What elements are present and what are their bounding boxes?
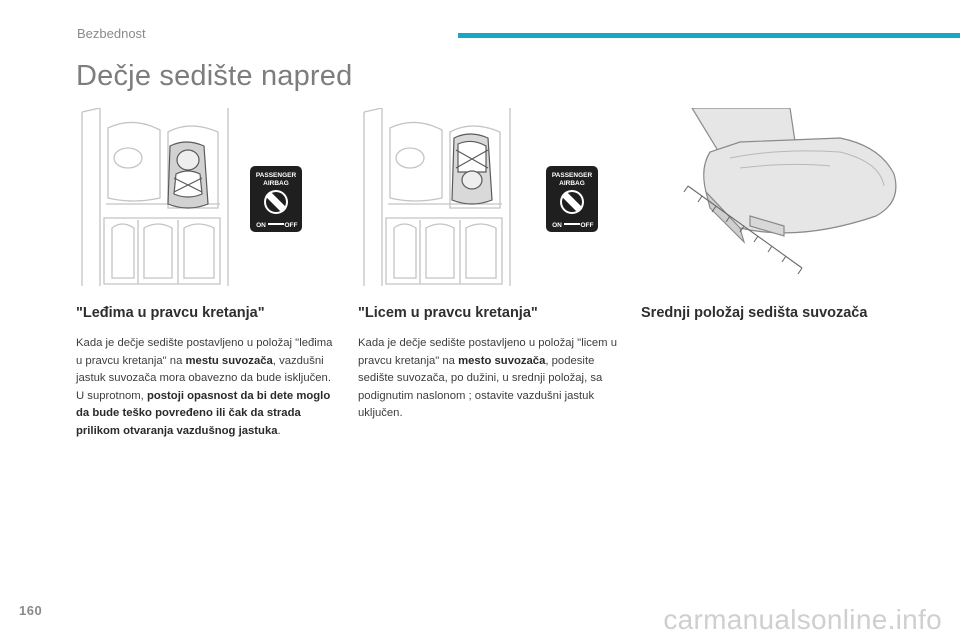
seat-position-section [641,305,906,335]
forward-facing-text: Kada je dečje sedište postavljeno u položaj "licem u pravcu kretanja" na mesto suvozača, podesite sedište suvozača, po dužini, u srednji položaj, sa podignutim naslonom ; ostavite vazdušni jastuk uključen. [358,337,617,420]
forward-facing-heading: "Licem u pravcu kretanja" [358,305,538,321]
forward-facing-section [358,305,623,423]
rear-facing-text: Kada je dečje sedište postavljeno u položaj "leđima u pravcu kretanja" na mestu suvozača, vazdušni jastuk suvozača mora obavezno da bude isključen. U suprotnom, postoji opasnost da bi dete moglo da bude teško povređeno ili čak da strada prilikom otvaranja vazdušnog jastuka. [76,337,333,437]
seat-position-heading: Srednji položaj sedišta suvozača [641,305,868,321]
page-number: 160 [19,603,43,618]
header-accent-bar [458,33,960,38]
rear-facing-seat-illustration [78,108,308,286]
badge-airbag-label: AIRBAG [559,180,585,187]
airbag-badge [546,166,598,232]
watermark: carmanualsonline.info [663,604,942,635]
rear-facing-heading: "Leđima u pravcu kretanja" [76,305,265,321]
badge-off-label: OFF [580,222,594,229]
rear-facing-section [76,305,341,441]
page-title: Dečje sedište napred [76,60,353,92]
seat-position-illustration [680,108,905,286]
badge-on-label: ON [552,222,562,229]
forward-facing-seat-illustration [360,108,610,286]
airbag-off-badge [250,166,302,232]
section-label: Bezbednost [77,26,146,41]
badge-passenger-label: PASSENGER [255,172,297,179]
badge-on-label: ON [256,222,266,229]
badge-off-label: OFF [284,222,298,229]
badge-airbag-label: AIRBAG [263,180,289,187]
badge-passenger-label: PASSENGER [551,172,593,179]
